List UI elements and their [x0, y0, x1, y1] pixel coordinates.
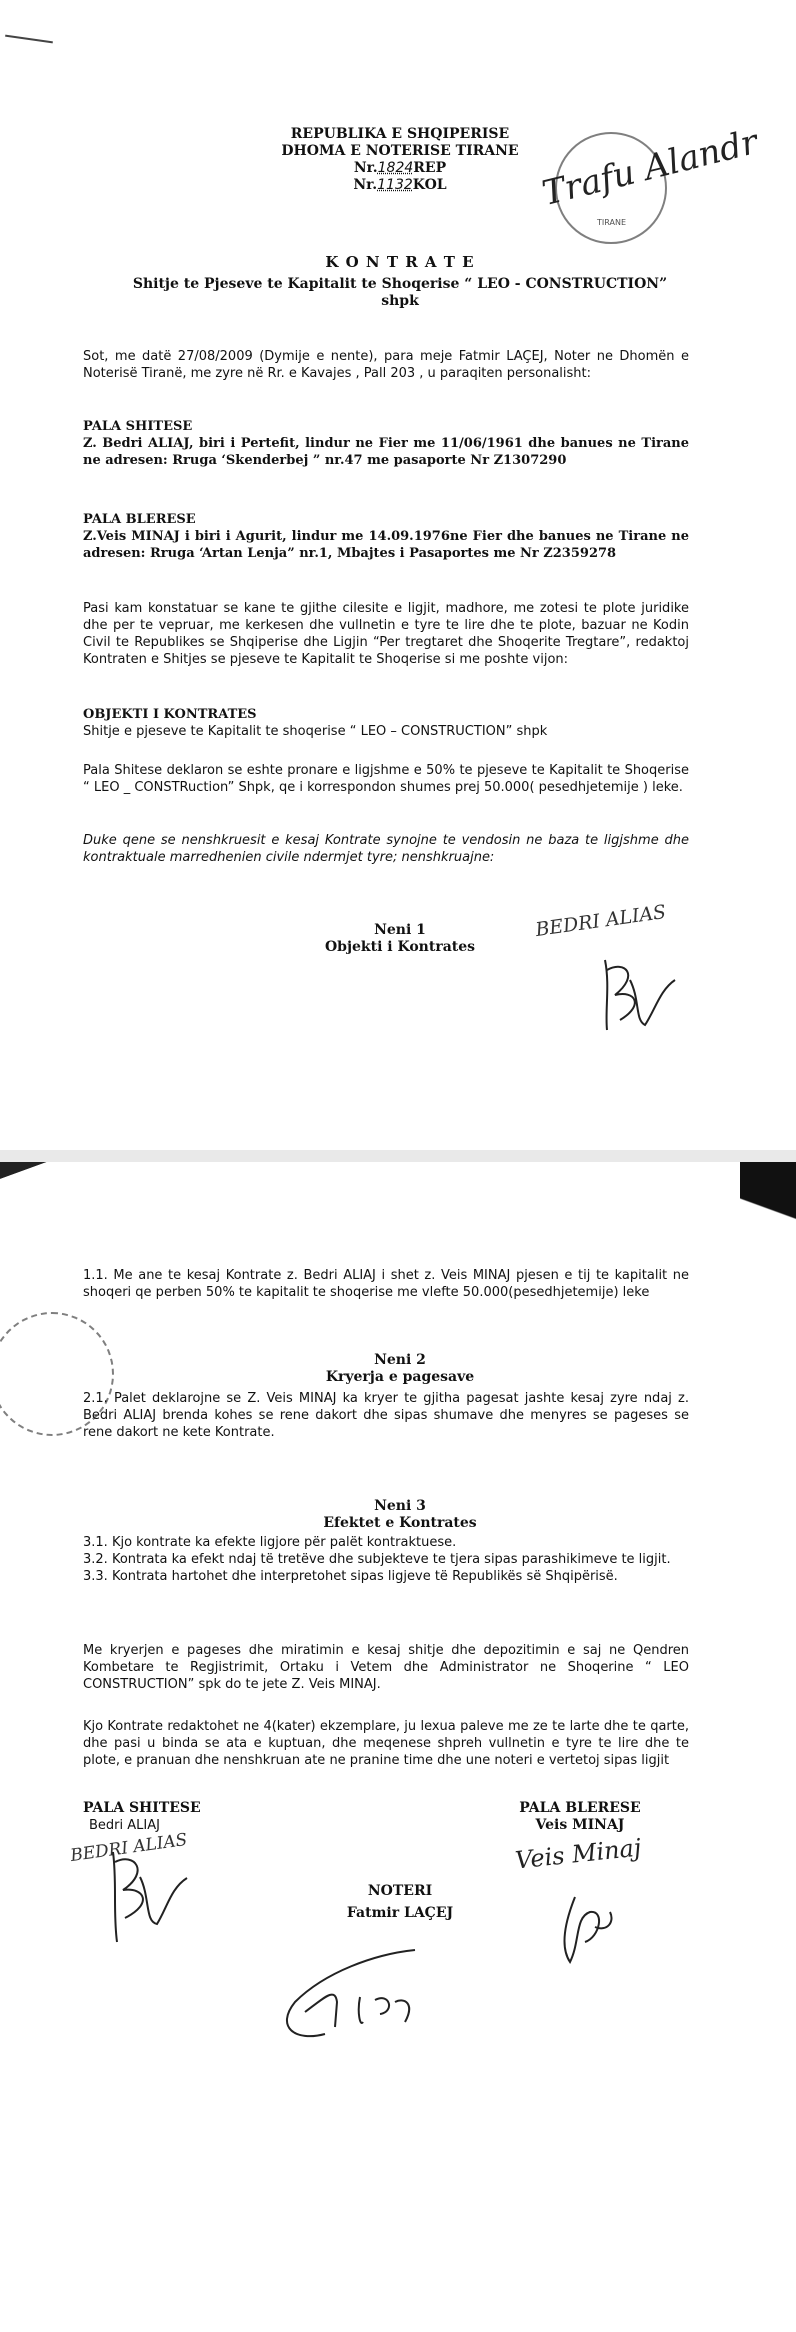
buyer-section — [83, 511, 689, 562]
clause-3-3: 3.3. Kontrata hartohet dhe interpretohet sipas ligjeve të Republikës së Shqipërisë. — [83, 1569, 618, 1584]
notary-final-signature — [265, 1942, 435, 2052]
seller-heading: PALA SHITESE — [83, 419, 193, 434]
clause-1-1: 1.1. Me ane te kesaj Kontrate z. Bedri ALIAJ i shet z. Veis MINAJ pjesen e tij te kapitalit ne shoqeri qe perben 50% te kapitalit te shoqerise me vlefte 50.000(pesedhjetemije) leke — [83, 1268, 689, 1300]
header-kol-number: Nr.1132KOL — [353, 177, 447, 193]
seller-sign-name: Bedri ALIAJ — [89, 1818, 160, 1833]
article-1-heading: Neni 1 Objekti i Kontrates — [324, 922, 476, 955]
scan-mark — [5, 35, 53, 44]
seller-initials-signature — [585, 940, 695, 1050]
seller-handwritten-name: BEDRI ALIAS — [69, 1829, 189, 1867]
scan-corner-shadow — [740, 1162, 796, 1282]
notary-name: Fatmir LAÇEJ — [346, 1905, 454, 1921]
header-republic: REPUBLIKA E SHQIPERISE — [290, 126, 510, 142]
intent-paragraph: Duke qene se nenshkruesit e kesaj Kontrate synojne te vendosin ne baza te ligjshme dhe kontraktuale marredhenien civile ndermjet tyre; nenshkruajne: — [83, 833, 689, 865]
header-chamber: DHOMA E NOTERISE TIRANE — [281, 143, 519, 159]
buyer-handwritten-name: Veis Minaj — [513, 1833, 643, 1875]
article-3-clauses — [83, 1534, 689, 1585]
intro-paragraph: Sot, me datë 27/08/2009 (Dymije e nente), para meje Fatmir LAÇEJ, Noter ne Dhomën e Noterisë Tiranë, me zyre në Rr. e Kavajes , Pall 203 , u paraqiten personalisht: — [83, 349, 689, 381]
article-3-heading: Neni 3 Efektet e Kontrates — [323, 1498, 477, 1531]
buyer-signature-block — [480, 1800, 680, 1834]
notary-stamp: TIRANE — [555, 132, 667, 244]
seller-signature-block — [83, 1800, 201, 1834]
ownership-paragraph: Pala Shitese deklaron se eshte pronare e ligjshme e 50% te pjeseve te Kapitalit te Shoqerise “ LEO _ CONSTRuction” Shpk, qe i korrespondon shumes prej 50.000( pesedhjetemije ) leke. — [83, 763, 689, 795]
buyer-details: Z.Veis MINAJ i biri i Agurit, lindur me 14.09.1976ne Fier dhe banues ne Tirane ne adresen: Rruga ‘Artan Lenja” nr.1, Mbajtes i Pasaportes me Nr Z2359278 — [83, 529, 689, 561]
registration-paragraph: Me kryerjen e pageses dhe miratimin e kesaj shitje dhe depozitimin e saj ne Qendren Kombetare te Regjistrimit, Ortaku i Vetem dhe Administrator ne Shoqerine “ LEO CONSTRUCTION” spk do te jete Z. Veis MINAJ. — [83, 1643, 689, 1692]
clause-3-2: 3.2. Kontrata ka efekt ndaj të tretëve dhe subjekteve te tjera sipas parashikimeve te ligjit. — [83, 1552, 671, 1567]
buyer-sign-name: Veis MINAJ — [535, 1817, 625, 1833]
seller-details: Z. Bedri ALIAJ, biri i Pertefit, lindur ne Fier me 11/06/1961 dhe banues ne Tirane ne adresen: Rruga ‘Skenderbej ” nr.47 me pasaporte Nr Z1307290 — [83, 436, 689, 468]
seller-sign-heading: PALA SHITESE — [83, 1800, 201, 1816]
clause-2-1: 2.1. Palet deklarojne se Z. Veis MINAJ ka kryer te gjitha pagesat jashte kesaj zyre ndaj z. Bedri ALIAJ brenda kohes se rene dakort dhe sipas shumave dhe menyres se pageses se rene dakort ne kete Kontrate. — [83, 1391, 689, 1440]
seller-margin-note: BEDRI ALIAS — [534, 900, 668, 942]
object-section — [83, 706, 689, 740]
object-text: Shitje e pjeseve te Kapitalit te shoqerise “ LEO – CONSTRUCTION” shpk — [83, 724, 548, 739]
document-page-2 — [0, 1162, 796, 2332]
notary-heading: NOTERI — [367, 1883, 433, 1899]
seller-signature — [95, 1842, 205, 1952]
closing-paragraph: Kjo Kontrate redaktohet ne 4(kater) ekzemplare, ju lexua paleve me ze te larte dhe te qarte, dhe pasi u binda se ata e kuptuan, dhe meqenese shpreh vullnetin e tyre te lire dhe te plote, e pranuan dhe nenshkruan ate ne pranine time dhe une noteri e vertetoj sipas ligjit — [83, 1719, 689, 1768]
header-block — [220, 126, 580, 194]
scan-edge-shadow — [0, 1162, 60, 1182]
contract-subtitle: Shitje te Pjeseve te Kapitalit te Shoqerise “ LEO - CONSTRUCTION” shpk — [132, 276, 668, 309]
buyer-signature — [545, 1882, 625, 1972]
object-heading: OBJEKTI I KONTRATES — [83, 707, 257, 722]
notary-block — [250, 1880, 550, 1924]
buyer-sign-heading: PALA BLERESE — [519, 1800, 641, 1816]
seller-section — [83, 418, 689, 469]
buyer-heading: PALA BLERESE — [83, 512, 196, 527]
notary-signature: Trafu Alandr — [538, 121, 762, 215]
document-page-1 — [0, 0, 796, 1150]
clause-3-1: 3.1. Kjo kontrate ka efekte ligjore për palët kontraktuese. — [83, 1535, 457, 1550]
contract-title: K O N T R A T E — [325, 253, 475, 271]
article-2-heading: Neni 2 Kryerja e pagesave — [325, 1352, 475, 1385]
header-rep-number: Nr.1824REP — [353, 160, 447, 176]
capacity-paragraph: Pasi kam konstatuar se kane te gjithe cilesite e ligjit, madhore, me zotesi te plote juridike dhe per te vepruar, me kerkesen dhe vullnetin e tyre te lire dhe te plote, bazuar ne Kodin Civil te Republikes se Shqiperise dhe Ligjin “Per tregtaret dhe Shoqerite Tregtare”, redaktoj Kontraten e Shitjes se pjeseve te Kapitalit te Shoqerise si me poshte vijon: — [83, 601, 689, 667]
